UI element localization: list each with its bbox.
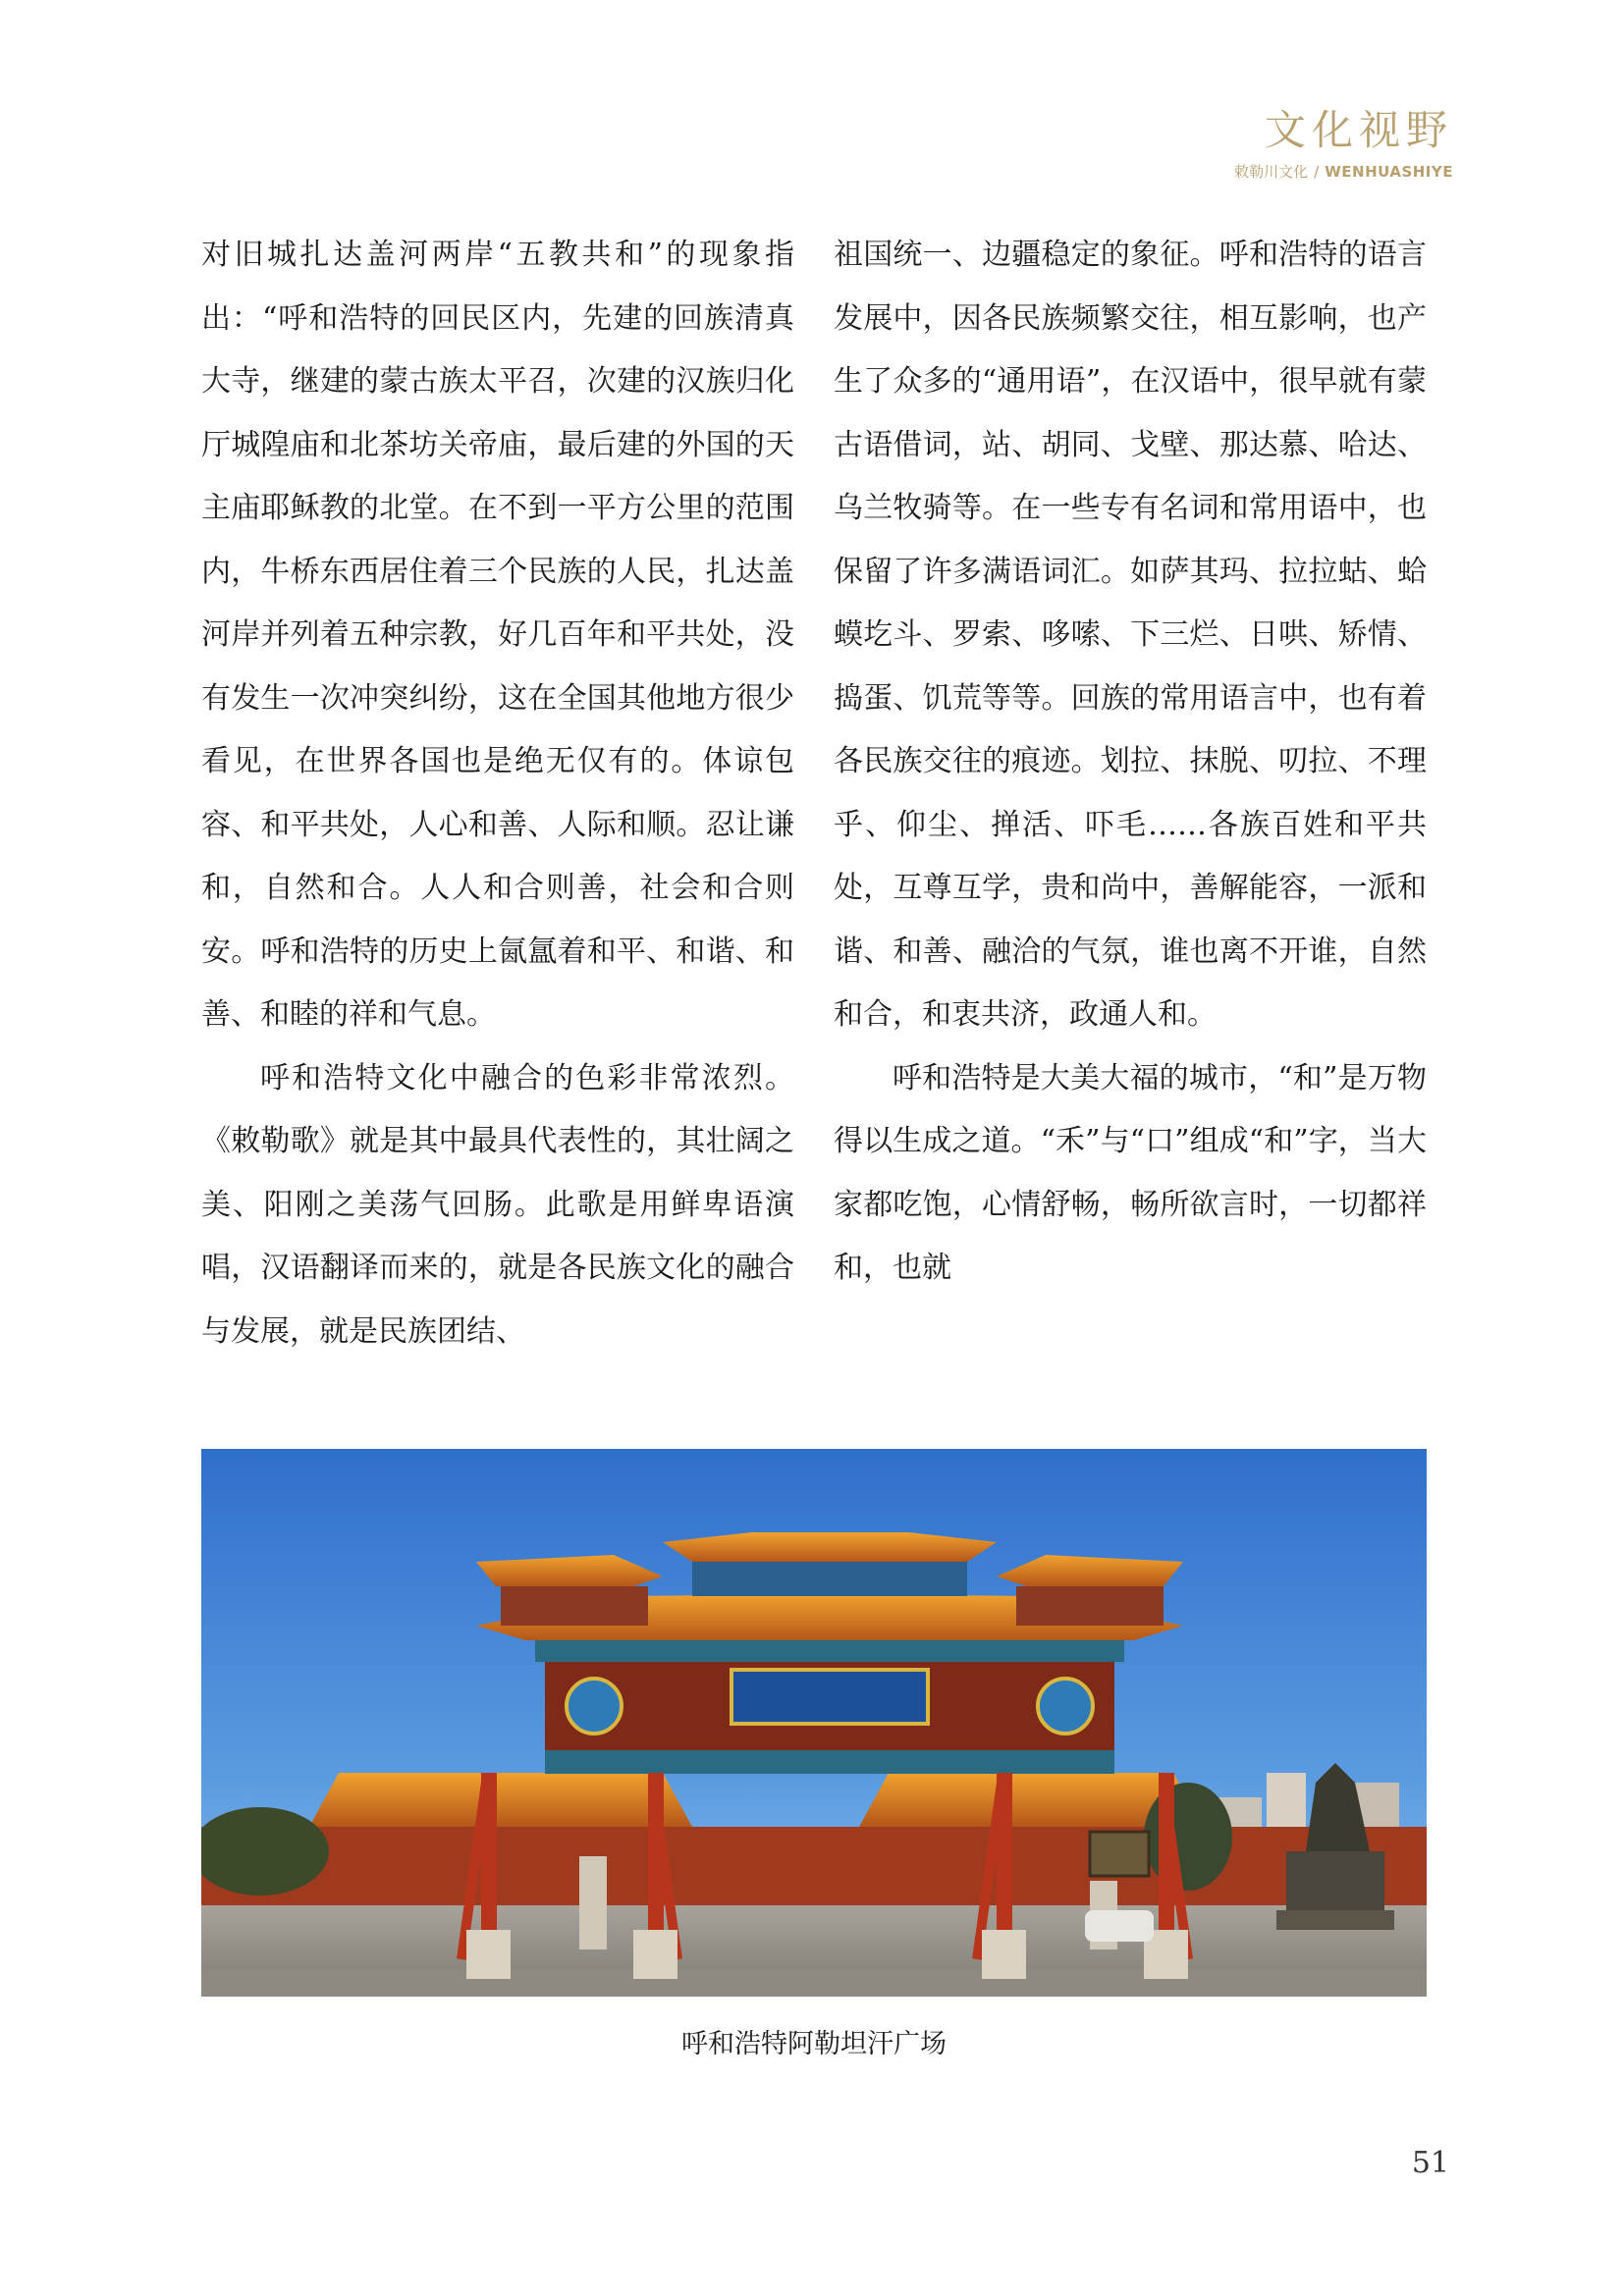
right-paragraph-1: 祖国统一、边疆稳定的象征。呼和浩特的语言发展中，因各民族频繁交往，相互影响，也产生了众多的“通用语”，在汉语中，很早就有蒙古语借词，站、胡同、戈壁、那达慕、哈达、乌兰牧骑等。在一些专有名词和常用语中，也保留了许多满语词汇。如萨其玛、拉拉蛄、蛤蟆圪斗、罗索、哆嗦、下三烂、日哄、矫情、捣蛋、饥荒等等。回族的常用语言中，也有着各民族交往的痕迹。划拉、抹脱、叨拉、不理乎、仰尘、掸活、吓毛……各族百姓和平共处，互尊互学，贵和尚中，善解能容，一派和谐、和善、融洽的气氛，谁也离不开谁，自然和合，和衷共济，政通人和。 <box>834 238 1427 1032</box>
section-subtitle <box>1234 165 1453 180</box>
running-header <box>1234 106 1453 181</box>
left-paragraph-1: 对旧城扎达盖河两岸“五教共和”的现象指出：“呼和浩特的回民区内，先建的回族清真大寺，继建的蒙古族太平召，次建的汉族归化厅城隍庙和北茶坊关帝庙，最后建的外国的天主庙耶稣教的北堂。在不到一平方公里的范围内，牛桥东西居住着三个民族的人民，扎达盖河岸并列着五种宗教，好几百年和平共处，没有发生一次冲突纠纷，这在全国其他地方很少看见，在世界各国也是绝无仅有的。体谅包容、和平共处，人心和善、人际和顺。忍让谦和，自然和合。人人和合则善，社会和合则安。呼和浩特的历史上氤氲着和平、和谐、和善、和睦的祥和气息。 <box>201 238 794 1032</box>
subtitle-en: WENHUASHIYE <box>1325 163 1453 181</box>
subtitle-cn: 敕勒川文化 <box>1234 163 1309 181</box>
right-column <box>834 224 1427 1301</box>
subtitle-slash: / <box>1314 163 1320 181</box>
photo-caption: 呼和浩特阿勒坦汗广场 <box>681 2029 947 2059</box>
photo-altan-khan-square <box>201 1449 1427 1997</box>
section-title: 文化视野 <box>1264 106 1453 154</box>
left-paragraph-2: 呼和浩特文化中融合的色彩非常浓烈。《敕勒歌》就是其中最具代表性的，其壮阔之美、阳刚之美荡气回肠。此歌是用鲜卑语演唱，汉语翻译而来的，就是各民族文化的融合与发展，就是民族团结、 <box>201 1060 794 1349</box>
right-paragraph-2: 呼和浩特是大美大福的城市，“和”是万物得以生成之道。“禾”与“口”组成“和”字，当大家都吃饱，心情舒畅，畅所欲言时，一切都祥和，也就 <box>834 1060 1427 1285</box>
page-number: 51 <box>1411 2146 1449 2180</box>
left-column <box>201 224 794 1363</box>
paifang-gate-illustration <box>201 1449 1427 1997</box>
